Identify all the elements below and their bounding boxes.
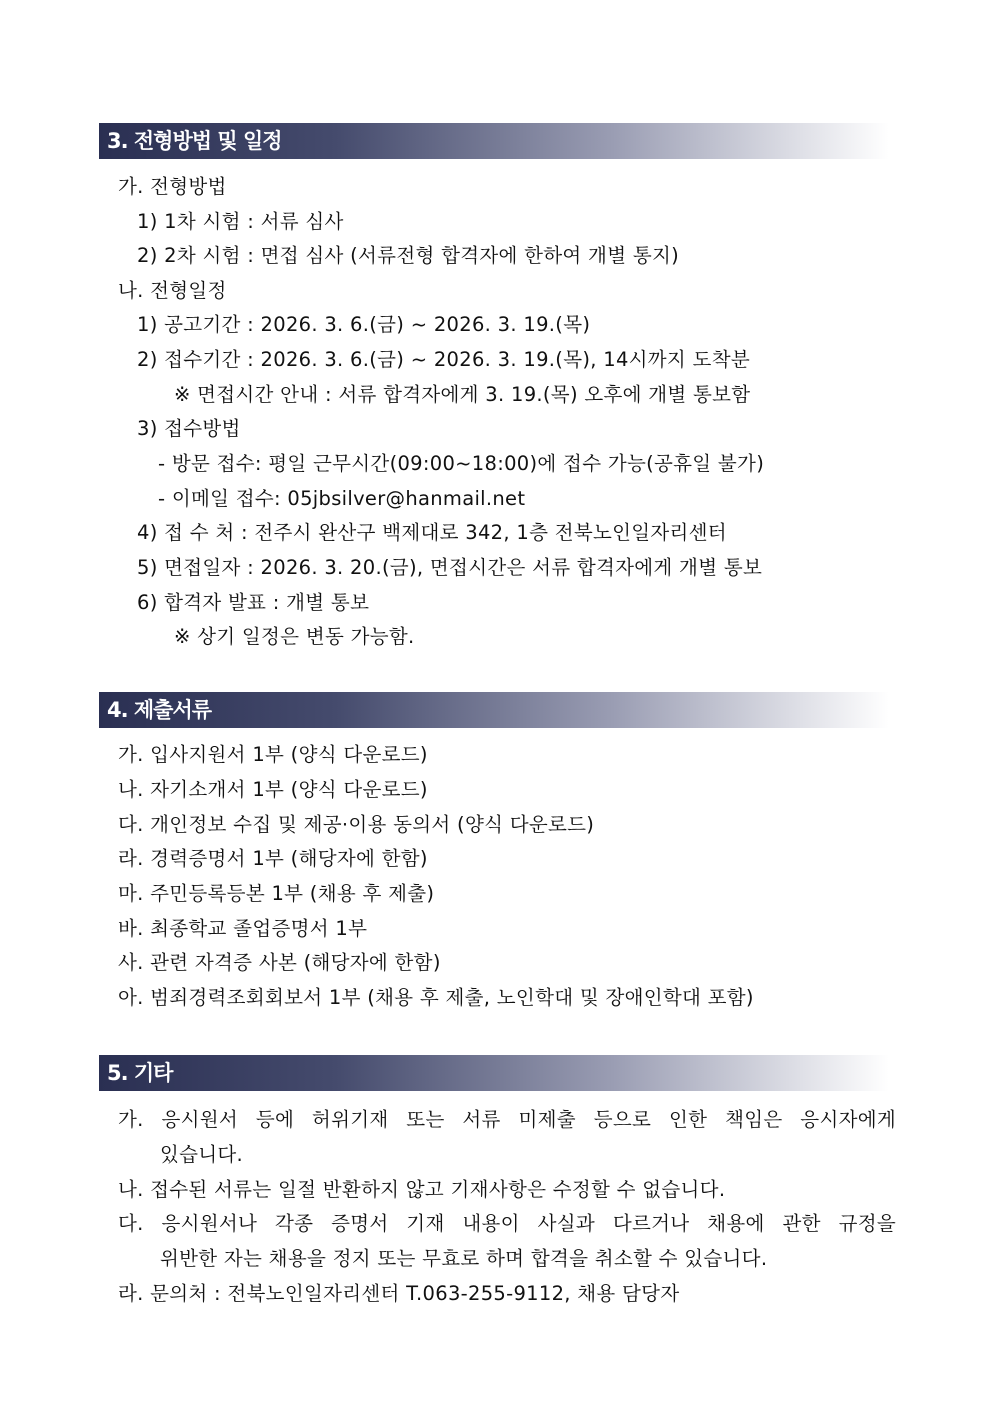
section-4-header: 4. 제출서류 bbox=[99, 692, 889, 728]
section-5-header: 5. 기타 bbox=[99, 1055, 889, 1091]
section-3-line-5: 1) 공고기간 : 2026. 3. 6.(금) ~ 2026. 3. 19.(목) bbox=[137, 313, 591, 336]
section-3-header: 3. 전형방법 및 일정 bbox=[99, 123, 889, 159]
section-5-line-5: 위반한 자는 채용을 정지 또는 무효로 하며 합격을 취소할 수 있습니다. bbox=[160, 1247, 768, 1270]
section-4-line-4: 라. 경력증명서 1부 (해당자에 한함) bbox=[118, 847, 428, 870]
section-3-line-10: - 이메일 접수: 05jbsilver@hanmail.net bbox=[158, 487, 526, 510]
section-3-line-1: 가. 전형방법 bbox=[118, 175, 227, 198]
section-5-line-6: 라. 문의처 : 전북노인일자리센터 T.063-255-9112, 채용 담당자 bbox=[118, 1282, 680, 1305]
section-3-line-2: 1) 1차 시험 : 서류 심사 bbox=[137, 210, 344, 233]
section-4-line-5: 마. 주민등록등본 1부 (채용 후 제출) bbox=[118, 882, 435, 905]
section-5-line-2: 있습니다. bbox=[160, 1143, 244, 1166]
section-3-line-6: 2) 접수기간 : 2026. 3. 6.(금) ~ 2026. 3. 19.(목), 14시까지 도착분 bbox=[137, 348, 750, 371]
section-5-line-3: 나. 접수된 서류는 일절 반환하지 않고 기재사항은 수정할 수 없습니다. bbox=[118, 1178, 726, 1201]
section-5-line-1: 가. 응시원서 등에 허위기재 또는 서류 미제출 등으로 인한 책임은 응시자에게 bbox=[118, 1108, 896, 1131]
section-4-line-6: 바. 최종학교 졸업증명서 1부 bbox=[118, 917, 368, 940]
section-3-line-11: 4) 접 수 처 : 전주시 완산구 백제대로 342, 1층 전북노인일자리센터 bbox=[137, 521, 727, 544]
section-4-line-1: 가. 입사지원서 1부 (양식 다운로드) bbox=[118, 743, 428, 766]
section-4-line-7: 사. 관련 자격증 사본 (해당자에 한함) bbox=[118, 951, 441, 974]
section-3-line-8: 3) 접수방법 bbox=[137, 417, 241, 440]
section-3-line-3: 2) 2차 시험 : 면접 심사 (서류전형 합격자에 한하여 개별 통지) bbox=[137, 244, 680, 267]
section-3-line-9: - 방문 접수: 평일 근무시간(09:00~18:00)에 접수 가능(공휴일 불가) bbox=[158, 452, 765, 475]
section-3-line-7: ※ 면접시간 안내 : 서류 합격자에게 3. 19.(목) 오후에 개별 통보함 bbox=[174, 383, 751, 406]
section-3-line-4: 나. 전형일정 bbox=[118, 279, 227, 302]
section-4-line-2: 나. 자기소개서 1부 (양식 다운로드) bbox=[118, 778, 428, 801]
section-4-line-3: 다. 개인정보 수집 및 제공·이용 동의서 (양식 다운로드) bbox=[118, 813, 595, 836]
section-5-line-4: 다. 응시원서나 각종 증명서 기재 내용이 사실과 다르거나 채용에 관한 규정을 bbox=[118, 1212, 896, 1235]
section-3-line-12: 5) 면접일자 : 2026. 3. 20.(금), 면접시간은 서류 합격자에게 개별 통보 bbox=[137, 556, 763, 579]
section-4-line-8: 아. 범죄경력조회회보서 1부 (채용 후 제출, 노인학대 및 장애인학대 포함) bbox=[118, 986, 754, 1009]
section-3-line-13: 6) 합격자 발표 : 개별 통보 bbox=[137, 591, 370, 614]
section-3-line-14: ※ 상기 일정은 변동 가능함. bbox=[174, 625, 415, 648]
